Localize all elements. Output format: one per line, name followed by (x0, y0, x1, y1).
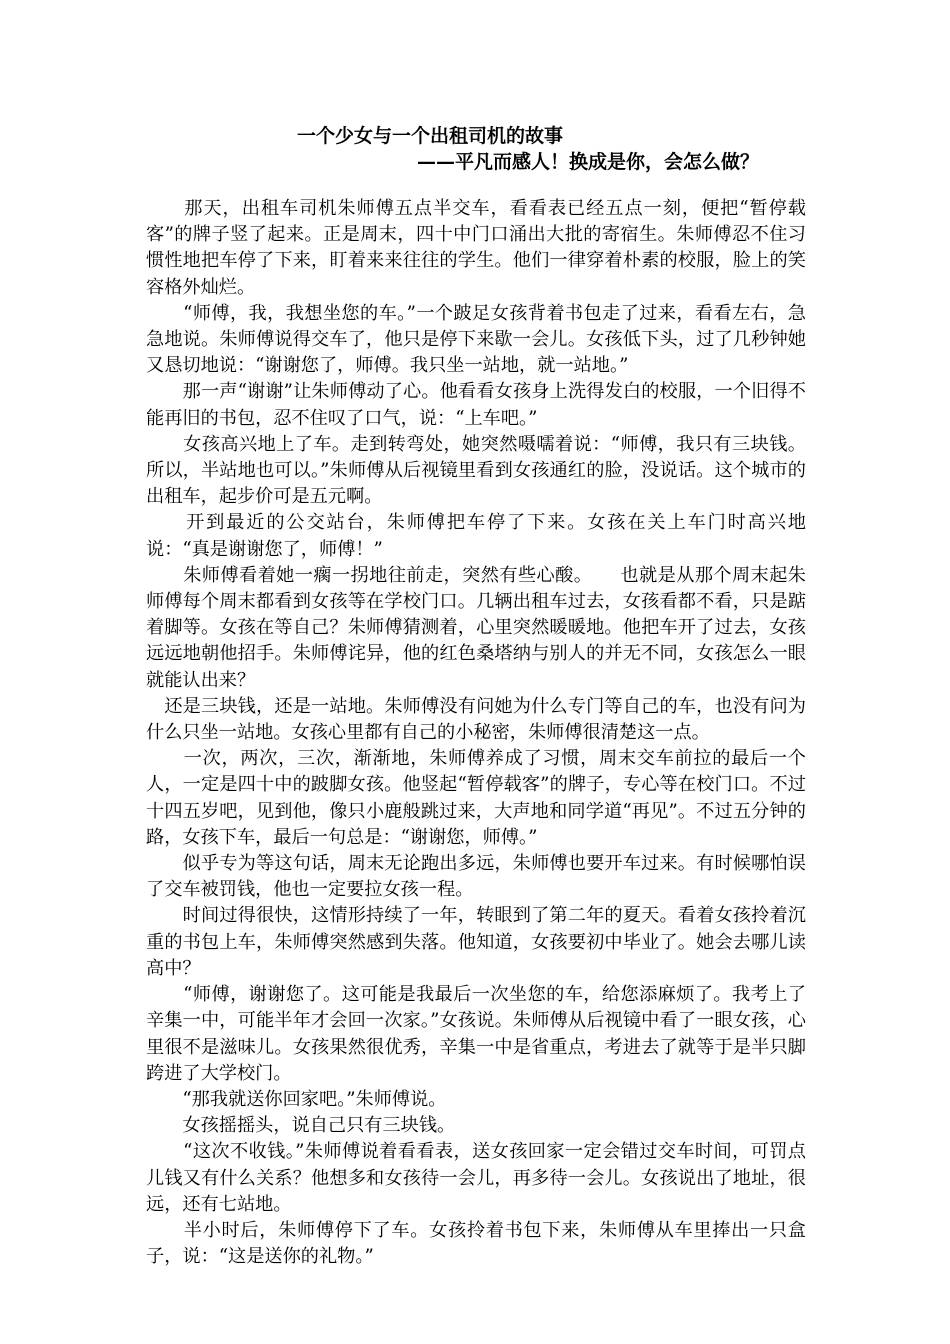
body-paragraph: 那天，出租车司机朱师傅五点半交车，看看表已经五点一刻，便把“暂停载客”的牌子竖了起来。正是周末，四十中门口涌出大批的寄宿生。朱师傅忍不住习惯性地把车停了下来，盯着来来往往的学生。他们一律穿着朴素的校服，脸上的笑容格外灿烂。 (146, 198, 806, 298)
body-paragraph: 时间过得很快，这情形持续了一年，转眼到了第二年的夏天。看着女孩拎着沉重的书包上车，朱师傅突然感到失落。他知道，女孩要初中毕业了。她会去哪儿读高中？ (146, 905, 806, 979)
body-paragraph: 开到最近的公交站台，朱师傅把车停了下来。女孩在关上车门时高兴地说：“真是谢谢您了，师傅！” (146, 512, 806, 560)
body-paragraph: “师傅，我，我想坐您的车。”一个跛足女孩背着书包走了过来，看看左右，急急地说。朱师傅说得交车了，他只是停下来歇一会儿。女孩低下头，过了几秒钟她又恳切地说：“谢谢您了，师傅。我只坐一站地，就一站地。” (146, 302, 806, 377)
body-paragraph: 女孩高兴地上了车。走到转弯处，她突然嗫嚅着说：“师傅，我只有三块钱。所以，半站地也可以。”朱师傅从后视镜里看到女孩通红的脸，没说话。这个城市的出租车，起步价可是五元啊。 (146, 433, 806, 508)
body-paragraph: 似乎专为等这句话，周末无论跑出多远，朱师傅也要开车过来。有时候哪怕误了交车被罚钱，他也一定要拉女孩一程。 (146, 853, 806, 901)
body-paragraph: “那我就送你回家吧。”朱师傅说。 (146, 1088, 447, 1110)
body-paragraph: 还是三块钱，还是一站地。朱师傅没有问她为什么专门等自己的车，也没有问为什么只坐一站地。女孩心里都有自己的小秘密，朱师傅很清楚这一点。 (146, 695, 806, 744)
body-paragraph: 一次，两次，三次，渐渐地，朱师傅养成了习惯，周末交车前拉的最后一个人，一定是四十中的跛脚女孩。他竖起“暂停载客”的牌子，专心等在校门口。不过十四五岁吧，见到他，像只小鹿般跳过来，大声地和同学道“再见”。不过五分钟的路，女孩下车，最后一句总是：“谢谢您，师傅。” (146, 748, 806, 848)
document-body (146, 196, 806, 1270)
body-paragraph: 那一声“谢谢”让朱师傅动了心。他看看女孩身上洗得发白的校服，一个旧得不能再旧的书包，忍不住叹了口气，说：“上车吧。” (146, 381, 806, 429)
body-paragraph: 女孩摇摇头，说自己只有三块钱。 (146, 1115, 456, 1137)
body-paragraph: “师傅，谢谢您了。这可能是我最后一次坐您的车，给您添麻烦了。我考上了辛集一中，可能半年才会回一次家。”女孩说。朱师傅从后视镜中看了一眼女孩，心里很不是滋味儿。女孩果然很优秀，辛集一中是省重点，考进去了就等于是半只脚跨进了大学校门。 (146, 984, 806, 1084)
document-title: 一个少女与一个出租司机的故事 (297, 125, 564, 147)
document-subtitle: ——平凡而感人！换成是你，会怎么做？ (417, 151, 760, 173)
body-paragraph: 半小时后，朱师傅停下了车。女孩拎着书包下来，朱师傅从车里捧出一只盒子，说：“这是送你的礼物。” (146, 1219, 806, 1268)
body-paragraph: “这次不收钱。”朱师傅说着看看表，送女孩回家一定会错过交车时间，可罚点儿钱又有什么关系？他想多和女孩待一会儿，再多待一会儿。女孩说出了地址，很远，还有七站地。 (146, 1141, 806, 1215)
body-paragraph: 朱师傅看着她一瘸一拐地往前走，突然有些心酸。 也就是从那个周末起朱师傅每个周末都看到女孩等在学校门口。几辆出租车过去，女孩看都不看，只是踮着脚等。女孩在等自己？朱师傅猜测着，心里突然暖暖地。他把车开了过去，女孩远远地朝他招手。朱师傅诧异，他的红色桑塔纳与别人的并无不同，女孩怎么一眼就能认出来？ (146, 564, 806, 691)
